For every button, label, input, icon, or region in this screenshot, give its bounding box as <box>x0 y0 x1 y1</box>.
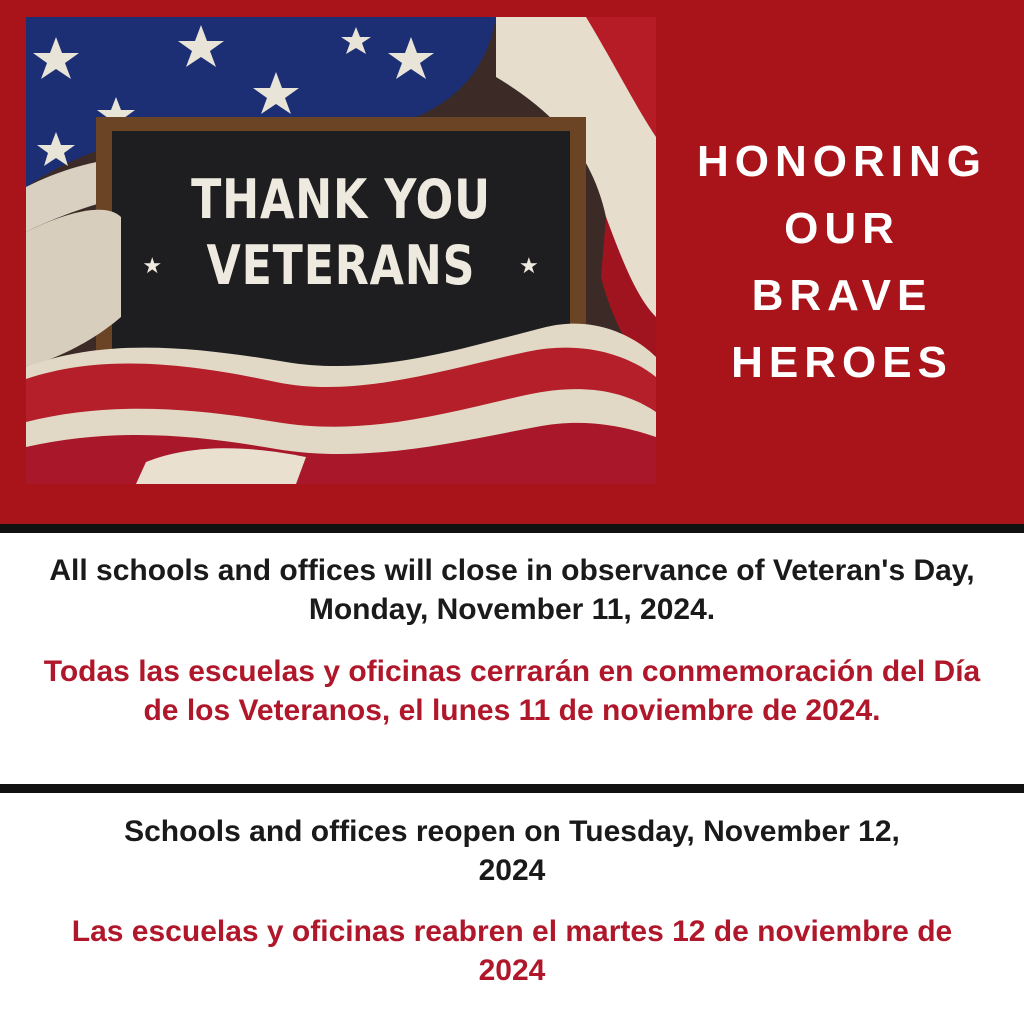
divider-top <box>0 524 1024 533</box>
star-icon: ★ <box>518 253 540 279</box>
divider-middle <box>0 784 1024 793</box>
sign-line-1: THANK YOU <box>191 168 491 231</box>
closure-spanish-text: Todas las escuelas y oficinas cerrarán en conmemoración del Día de los Veteranos, el lunes 11 de noviembre de 2024. <box>43 655 981 727</box>
sign-text <box>112 167 570 299</box>
star-icon: ★ <box>142 253 164 279</box>
reopen-english-text: Schools and offices reopen on Tuesday, November 12, 2024 <box>124 815 900 887</box>
heading-line-4: HEROES <box>731 338 953 387</box>
heading-line-2: OUR <box>784 204 900 253</box>
sign-line-2: VETERANS <box>206 234 476 297</box>
heading-line-3: BRAVE <box>751 271 933 320</box>
closure-english-text: All schools and offices will close in observance of Veteran's Day, Monday, November 11, 2024. <box>49 554 975 626</box>
heading-line-1: HONORING <box>697 137 987 186</box>
banner-heading <box>660 128 1024 396</box>
reopen-spanish-text: Las escuelas y oficinas reabren el martes 12 de noviembre de 2024 <box>71 915 953 987</box>
veterans-photo <box>26 17 656 484</box>
